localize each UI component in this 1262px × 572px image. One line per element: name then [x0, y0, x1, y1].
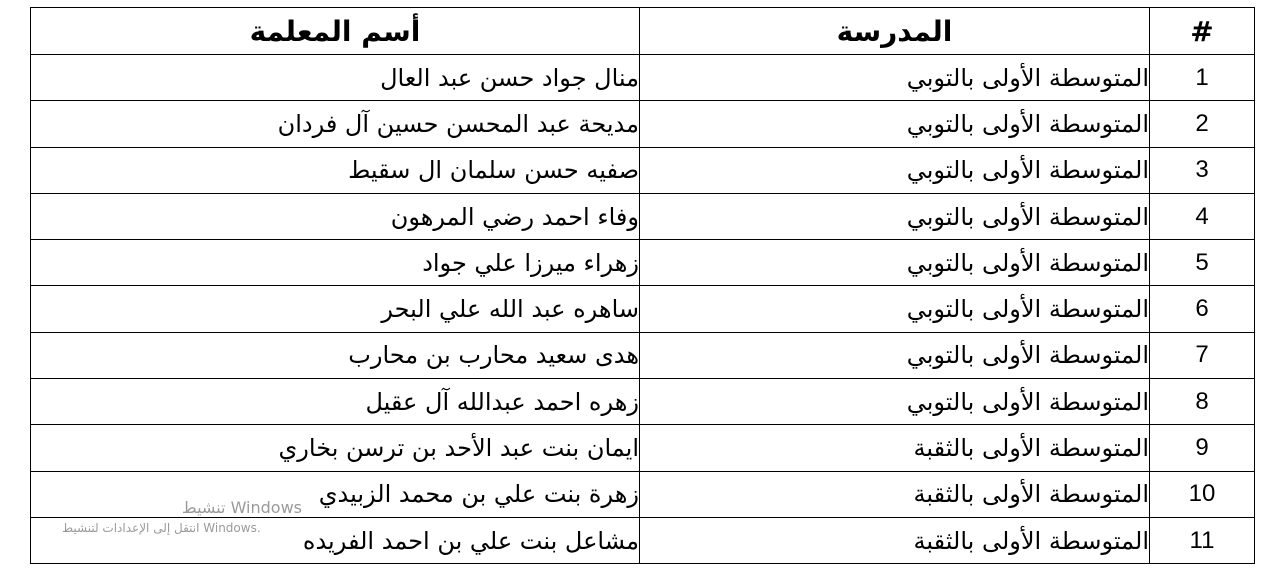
row-teacher: مديحة عبد المحسن حسين آل فردان — [31, 101, 640, 147]
row-teacher: ايمان بنت عبد الأحد بن ترسن بخاري — [31, 425, 640, 471]
watermark-title: تنشيط Windows — [181, 498, 302, 517]
row-teacher: مشاعل بنت علي بن احمد الفريده — [31, 517, 640, 563]
row-number: 9 — [1150, 425, 1255, 471]
row-teacher: صفيه حسن سلمان ال سقيط — [31, 147, 640, 193]
header-teacher: أسم المعلمة — [31, 8, 640, 55]
row-number: 8 — [1150, 379, 1255, 425]
row-school: المتوسطة الأولى بالتوبي — [640, 193, 1150, 239]
table-row — [31, 193, 1255, 239]
row-number: 5 — [1150, 240, 1255, 286]
table-row — [31, 332, 1255, 378]
table-row — [31, 425, 1255, 471]
table-row — [31, 517, 1255, 563]
table-header-row — [31, 8, 1255, 55]
row-number: 11 — [1150, 517, 1255, 563]
row-teacher: زهراء ميرزا علي جواد — [31, 240, 640, 286]
row-school: المتوسطة الأولى بالتوبي — [640, 240, 1150, 286]
row-school: المتوسطة الأولى بالثقبة — [640, 517, 1150, 563]
row-teacher: هدى سعيد محارب بن محارب — [31, 332, 640, 378]
row-number: 1 — [1150, 55, 1255, 101]
row-school: المتوسطة الأولى بالتوبي — [640, 332, 1150, 378]
row-school: المتوسطة الأولى بالتوبي — [640, 55, 1150, 101]
table-row — [31, 101, 1255, 147]
row-teacher: زهره احمد عبدالله آل عقيل — [31, 379, 640, 425]
document-sheet — [30, 7, 1254, 564]
table-row — [31, 379, 1255, 425]
row-number: 6 — [1150, 286, 1255, 332]
row-number: 2 — [1150, 101, 1255, 147]
table-row — [31, 286, 1255, 332]
row-teacher: منال جواد حسن عبد العال — [31, 55, 640, 101]
row-number: 10 — [1150, 471, 1255, 517]
watermark-subtitle: انتقل إلى الإعدادات لتنشيط Windows. — [62, 521, 261, 535]
table-row — [31, 147, 1255, 193]
row-number: 4 — [1150, 193, 1255, 239]
row-school: المتوسطة الأولى بالثقبة — [640, 471, 1150, 517]
row-number: 7 — [1150, 332, 1255, 378]
row-school: المتوسطة الأولى بالتوبي — [640, 286, 1150, 332]
row-school: المتوسطة الأولى بالتوبي — [640, 101, 1150, 147]
row-teacher: وفاء احمد رضي المرهون — [31, 193, 640, 239]
table-row — [31, 55, 1255, 101]
row-school: المتوسطة الأولى بالثقبة — [640, 425, 1150, 471]
header-school: المدرسة — [640, 8, 1150, 55]
header-number: # — [1150, 8, 1255, 55]
table-row — [31, 240, 1255, 286]
row-number: 3 — [1150, 147, 1255, 193]
row-teacher: ساهره عبد الله علي البحر — [31, 286, 640, 332]
row-teacher: زهرة بنت علي بن محمد الزبيدي — [31, 471, 640, 517]
teachers-table — [30, 7, 1255, 564]
table-row — [31, 471, 1255, 517]
row-school: المتوسطة الأولى بالتوبي — [640, 147, 1150, 193]
row-school: المتوسطة الأولى بالتوبي — [640, 379, 1150, 425]
